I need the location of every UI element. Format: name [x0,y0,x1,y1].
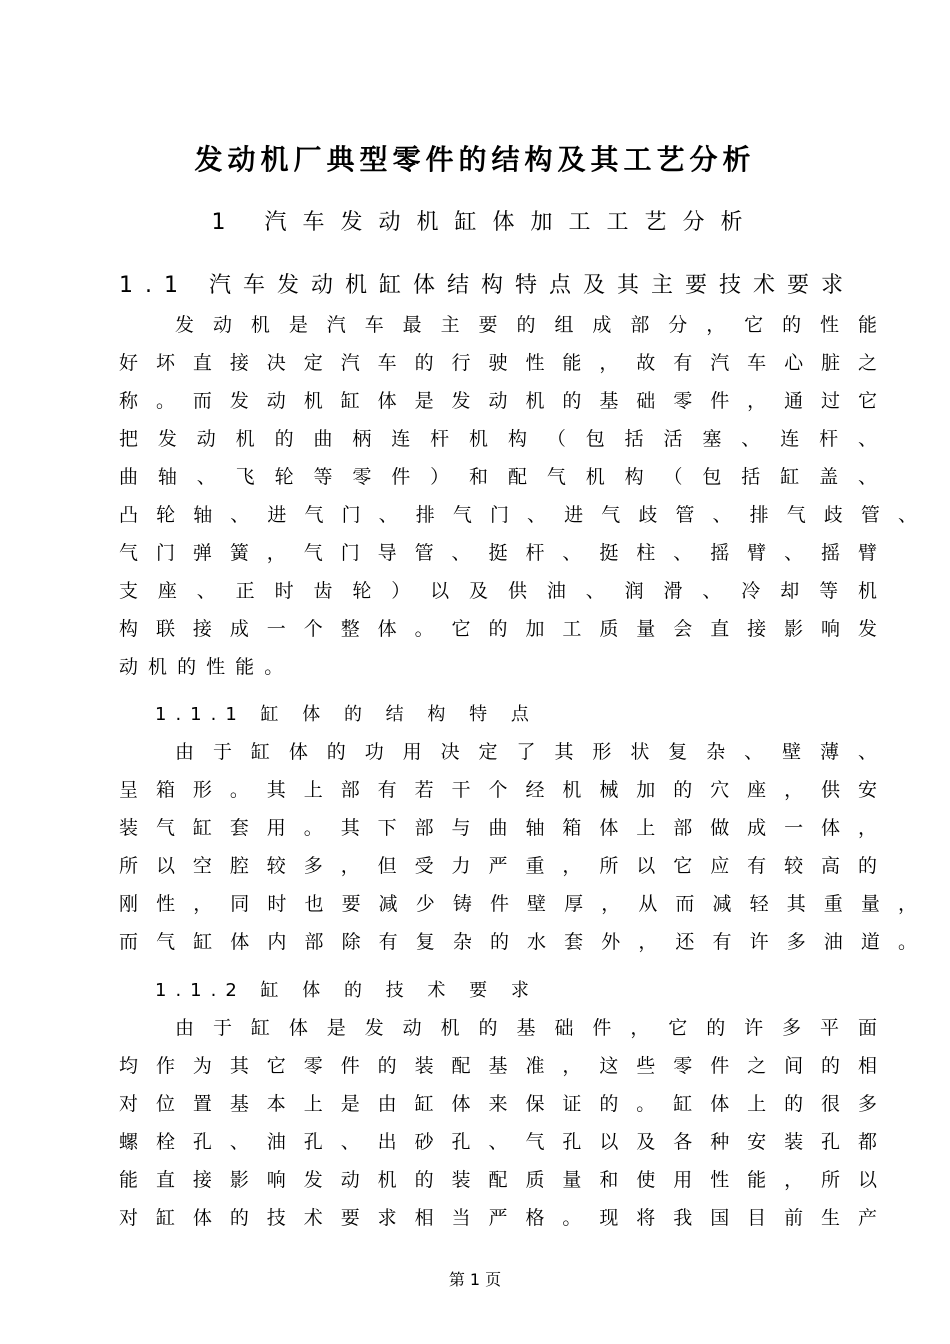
subsection-heading-structure: 1.1.1 缸 体 的 结 构 特 点 [155,704,538,725]
paragraph-line: 把 发 动 机 的 曲 柄 连 杆 机 构 （ 包 括 活 塞 、 连 杆 、 [119,428,879,450]
paragraph-line: 称 。 而 发 动 机 缸 体 是 发 动 机 的 基 础 零 件 ， 通 过 它 [119,390,879,412]
paragraph-line: 支 座 、 正 时 齿 轮 ） 以 及 供 油 、 润 滑 、 冷 却 等 机 [119,580,879,602]
paragraph-line: 动 机 的 性 能 。 [119,656,286,678]
subsection-heading-requirements: 1.1.2 缸 体 的 技 术 要 求 [155,980,538,1001]
paragraph-line: 由 于 缸 体 的 功 用 决 定 了 其 形 状 复 杂 、 壁 薄 、 [175,741,879,763]
paragraph-line: 构 联 接 成 一 个 整 体 。 它 的 加 工 质 量 会 直 接 影 响 发 [119,618,879,640]
paragraph-line: 呈 箱 形 。 其 上 部 有 若 干 个 经 机 械 加 的 穴 座 ， 供 安 [119,779,879,801]
paragraph-line: 螺 栓 孔 、 油 孔 、 出 砂 孔 、 气 孔 以 及 各 种 安 装 孔 都 [119,1131,879,1153]
intro-paragraph [119,306,919,686]
paragraph-line: 装 气 缸 套 用 。 其 下 部 与 曲 轴 箱 体 上 部 做 成 一 体 ， [119,817,879,839]
paragraph-line: 气 门 弹 簧 ， 气 门 导 管 、 挺 杆 、 挺 柱 、 摇 臂 、 摇 臂 [119,542,879,564]
section-heading: 1.1 汽车发动机缸体结构特点及其主要技术要求 [119,273,855,298]
paragraph-line: 均 作 为 其 它 零 件 的 装 配 基 准 ， 这 些 零 件 之 间 的 相 [119,1055,879,1077]
paragraph-line: 凸 轮 轴 、 进 气 门 、 排 气 门 、 进 气 歧 管 、 排 气 歧 管 、 [119,504,919,526]
paragraph-line: 发 动 机 是 汽 车 最 主 要 的 组 成 部 分 ， 它 的 性 能 [175,314,879,336]
paragraph-line: 能 直 接 影 响 发 动 机 的 装 配 质 量 和 使 用 性 能 ， 所 以 [119,1169,879,1191]
requirements-paragraph [119,1009,879,1237]
structure-paragraph [119,733,919,961]
paragraph-line: 由 于 缸 体 是 发 动 机 的 基 础 件 ， 它 的 许 多 平 面 [175,1017,879,1039]
paragraph-line: 而 气 缸 体 内 部 除 有 复 杂 的 水 套 外 ， 还 有 许 多 油 道 。 [119,931,919,953]
document-title: 发动机厂典型零件的结构及其工艺分析 [194,143,756,176]
paragraph-line: 刚 性 ， 同 时 也 要 减 少 铸 件 壁 厚 ， 从 而 减 轻 其 重 量 ， [119,893,919,915]
page-number: 第 1 页 [448,1270,502,1289]
paragraph-line: 对 缸 体 的 技 术 要 求 相 当 严 格 。 现 将 我 国 目 前 生 产 [119,1207,879,1229]
paragraph-line: 所 以 空 腔 较 多 ， 但 受 力 严 重 ， 所 以 它 应 有 较 高 的 [119,855,879,877]
paragraph-line: 对 位 置 基 本 上 是 由 缸 体 来 保 证 的 。 缸 体 上 的 很 多 [119,1093,879,1115]
paragraph-line: 曲 轴 、 飞 轮 等 零 件 ） 和 配 气 机 构 （ 包 括 缸 盖 、 [119,466,879,488]
chapter-title: 1 汽车发动机缸体加工工艺分析 [211,210,759,235]
paragraph-line: 好 坏 直 接 决 定 汽 车 的 行 驶 性 能 ， 故 有 汽 车 心 脏 之 [119,352,879,374]
